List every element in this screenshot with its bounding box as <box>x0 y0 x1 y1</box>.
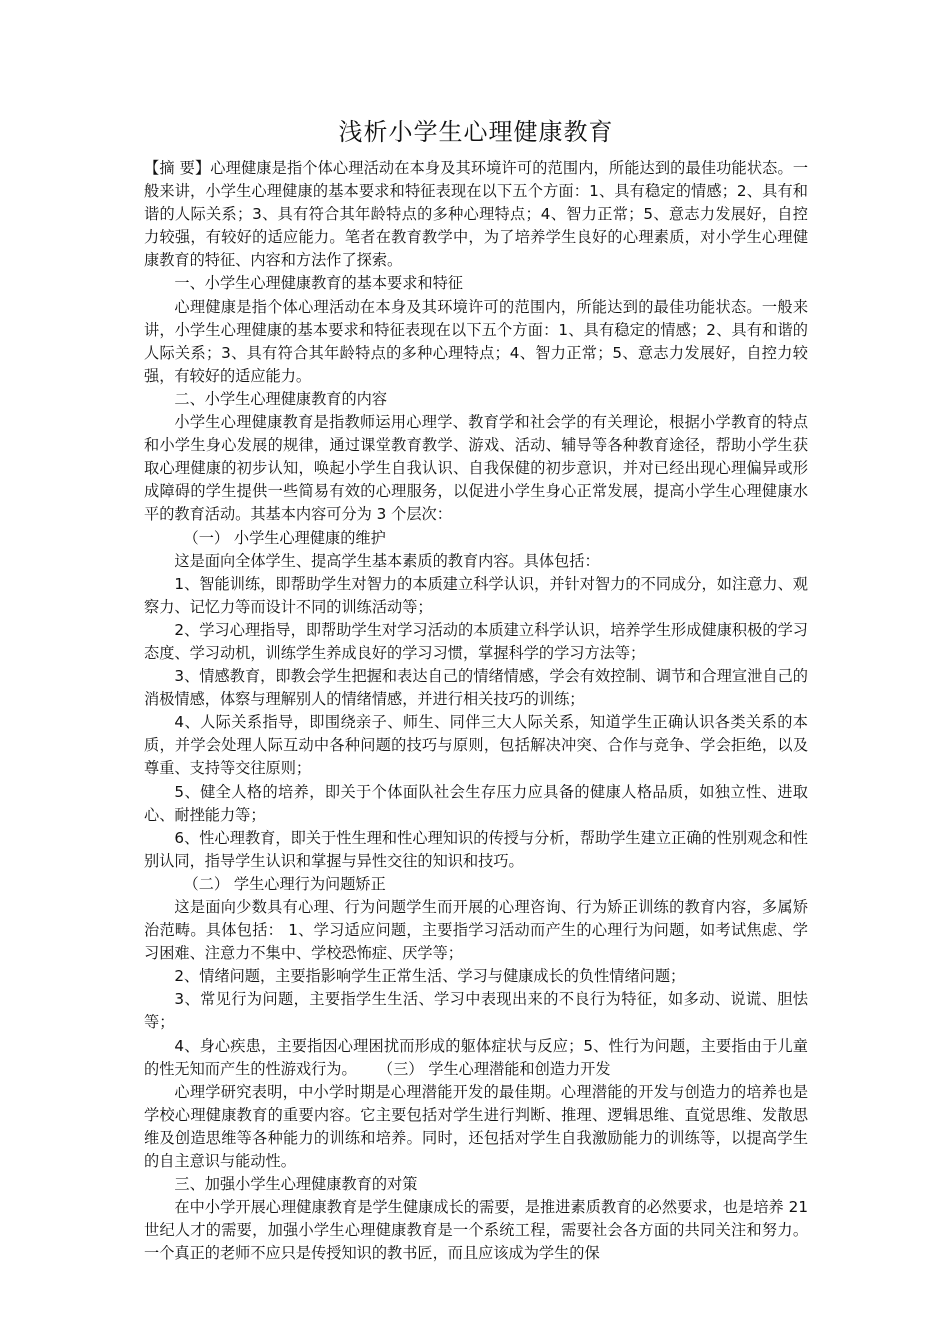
subsection-2-heading: （二） 学生心理行为问题矫正 <box>183 874 386 893</box>
subsection-2-intro: 这是面向少数具有心理、行为问题学生而开展的心理咨询、行为矫正训练的教育内容，多属矫治范畴。具体包括： 1、学习适应问题，主要指学习活动而产生的心理行为问题，如考试焦虑、学习困难、注意力不集中、学校恐怖症、厌学等； <box>144 898 808 963</box>
subsection-1-item-5: 5、健全人格的培养，即关于个体面队社会生存压力应具备的健康人格品质，如独立性、进取心、耐挫能力等； <box>144 782 808 824</box>
subsection-2-item-2: 2、情绪问题，主要指影响学生正常生活、学习与健康成长的负性情绪问题； <box>174 967 686 986</box>
subsection-2-item-4-text: 4、身心疾患，主要指因心理困扰而形成的躯体症状与反应；5、性行为问题，主要指由于儿童的性无知而产生的性游戏行为。 <box>144 1036 808 1078</box>
abstract-text: 心理健康是指个体心理活动在本身及其环境许可的范围内，所能达到的最佳功能状态。一般来讲，小学生心理健康的基本要求和特征表现在以下五个方面：1、具有稳定的情感；2、具有和谐的人际关系；3、具有符合其年龄特点的多种心理特点；4、智力正常；5、意志力发展好，自控力较强，有较好的适应能力。笔者在教育教学中，为了培养学生良好的心理素质，对小学生心理健康教育的特征、内容和方法作了探索。 <box>144 159 809 270</box>
subsection-1-item-1: 1、智能训练，即帮助学生对智力的本质建立科学认识，并针对智力的不同成分，如注意力、观察力、记忆力等而设计不同的训练活动等； <box>144 574 808 616</box>
subsection-1-heading: （一） 小学生心理健康的维护 <box>183 528 386 547</box>
subsection-1-item-2: 2、学习心理指导，即帮助学生对学习活动的本质建立科学认识，培养学生形成健康积极的学习态度、学习动机，训练学生养成良好的学习习惯，掌握科学的学习方法等； <box>144 620 808 662</box>
subsection-1-item-6: 6、性心理教育，即关于性生理和性心理知识的传授与分析，帮助学生建立正确的性别观念和性别认同，指导学生认识和掌握与异性交往的知识和技巧。 <box>144 828 808 870</box>
abstract-label: 【摘 要】 <box>144 159 211 177</box>
subsection-2-item-4-5 <box>144 1035 808 1081</box>
subsection-1-item-4: 4、人际关系指导，即围绕亲子、师生、同伴三大人际关系，知道学生正确认识各类关系的本质，并学会处理人际互动中各种问题的技巧与原则，包括解决冲突、合作与竞争、学会拒绝，以及尊重、支持等交往原则； <box>144 713 808 778</box>
section-2-heading: 二、小学生心理健康教育的内容 <box>174 389 388 408</box>
document-body <box>144 157 808 1266</box>
subsection-3-paragraph: 心理学研究表明，中小学时期是心理潜能开发的最佳期。心理潜能的开发与创造力的培养也是学校心理健康教育的重要内容。它主要包括对学生进行判断、推理、逻辑思维、直觉思维、发散思维及创造思维等各种能力的训练和培养。同时，还包括对学生自我激励能力的训练等，以提高学生的自主意识与能动性。 <box>144 1082 808 1171</box>
document-page <box>144 112 808 1266</box>
section-2-paragraph: 小学生心理健康教育是指教师运用心理学、教育学和社会学的有关理论，根据小学教育的特点和小学生身心发展的规律，通过课堂教育教学、游戏、活动、辅导等各种教育途径，帮助小学生获取心理健康的初步认知，唤起小学生自我认识、自我保健的初步意识，并对已经出现心理偏异或形成障碍的学生提供一些简易有效的心理服务，以促进小学生身心正常发展，提高小学生心理健康水平的教育活动。其基本内容可分为 3 个层次： <box>144 413 808 524</box>
section-1-heading: 一、小学生心理健康教育的基本要求和特征 <box>174 274 463 293</box>
subsection-3-heading: （三） 学生心理潜能和创造力开发 <box>377 1059 611 1078</box>
subsection-1-intro: 这是面向全体学生、提高学生基本素质的教育内容。具体包括： <box>174 551 600 570</box>
abstract-paragraph <box>144 157 808 272</box>
subsection-2-item-3: 3、常见行为问题，主要指学生生活、学习中表现出来的不良行为特征，如多动、说谎、胆怯等； <box>144 990 808 1032</box>
section-3-paragraph: 在中小学开展心理健康教育是学生健康成长的需要，是推进素质教育的必然要求，也是培养 21 世纪人才的需要，加强小学生心理健康教育是一个系统工程，需要社会各方面的共同关注和努力。一个真正的老师不应只是传授知识的教书匠，而且应该成为学生的保 <box>144 1198 808 1263</box>
subsection-1-item-3: 3、情感教育，即教会学生把握和表达自己的情绪情感，学会有效控制、调节和合理宣泄自己的消极情感，体察与理解别人的情绪情感，并进行相关技巧的训练； <box>144 667 808 709</box>
document-title: 浅析小学生心理健康教育 <box>338 118 614 146</box>
section-3-heading: 三、加强小学生心理健康教育的对策 <box>174 1175 418 1194</box>
section-1-paragraph: 心理健康是指个体心理活动在本身及其环境许可的范围内，所能达到的最佳功能状态。一般来讲，小学生心理健康的基本要求和特征表现在以下五个方面：1、具有稳定的情感；2、具有和谐的人际关系；3、具有符合其年龄特点的多种心理特点；4、智力正常；5、意志力发展好，自控力较强，有较好的适应能力。 <box>144 297 808 385</box>
